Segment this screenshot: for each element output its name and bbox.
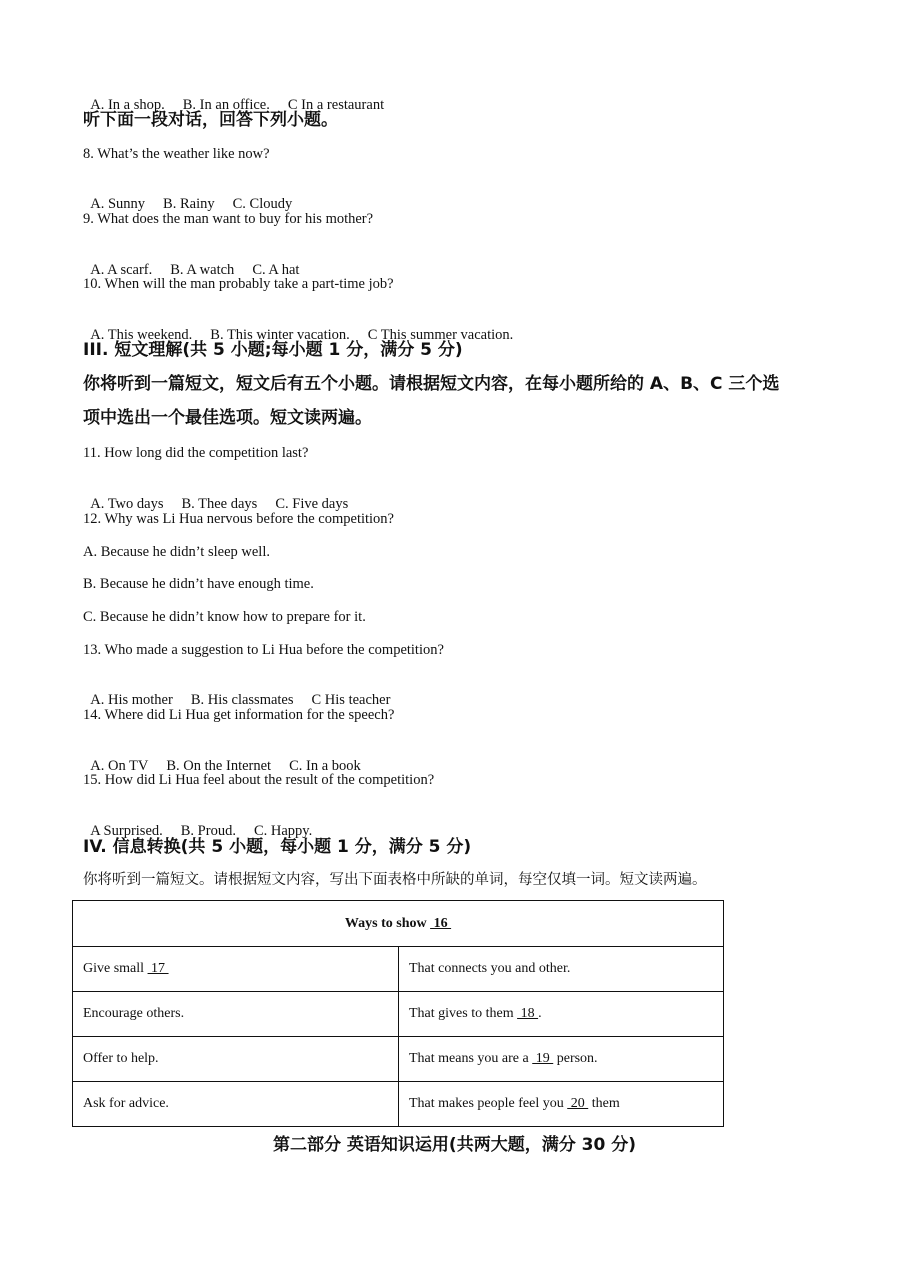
cell-text: Offer to help. [83, 1051, 159, 1066]
table-cell [73, 1082, 399, 1127]
question-stem: 12. Why was Li Hua nervous before the competition? [83, 511, 394, 527]
option: C This summer vacation. [367, 327, 514, 343]
table-row [73, 1082, 724, 1127]
option: C His teacher [311, 692, 391, 708]
option: B. This winter vacation. [210, 327, 350, 343]
question-stem: 15. How did Li Hua feel about the result of the competition? [83, 772, 435, 788]
question-options [83, 804, 330, 840]
question-options [83, 477, 366, 513]
question-stem: 10. When will the man probably take a part-time job? [83, 276, 394, 292]
option: C In a restaurant [287, 97, 385, 113]
option: A. Because he didn’t sleep well. [83, 544, 270, 560]
option: C. A hat [252, 262, 300, 278]
option: A. This weekend. [90, 327, 193, 343]
option: A Surprised. [90, 823, 163, 839]
option: B. Because he didn’t have enough time. [83, 576, 314, 592]
section4-instruction: 你将听到一篇短文。请根据短文内容，写出下面表格中所缺的单词，每空仅填一词。短文读两遍。 [83, 872, 707, 888]
question-stem: 9. What does the man want to buy for his mother? [83, 211, 374, 227]
table-cell [73, 947, 399, 992]
table-title-row [73, 901, 724, 947]
dialog-heading: 听下面一段对话，回答下列小题。 [83, 110, 338, 130]
cell-text: That connects you and other. [409, 961, 571, 976]
section4-heading: IV. 信息转换(共 5 小题，每小题 1 分，满分 5 分) [83, 837, 472, 857]
cell-text: them [588, 1096, 620, 1111]
option: A. On TV [90, 758, 149, 774]
option: B. Rainy [163, 196, 215, 212]
option: C. Because he didn’t know how to prepare for it. [83, 609, 366, 625]
table-row [73, 1037, 724, 1082]
question-stem: 14. Where did Li Hua get information for the speech? [83, 707, 395, 723]
cell-text: . [538, 1006, 542, 1021]
blank-18: 18 [517, 1006, 539, 1021]
question-options [83, 243, 317, 279]
table-cell [399, 1037, 724, 1082]
section3-instruction: 你将听到一篇短文，短文后有五个小题。请根据短文内容，在每小题所给的 A、B、C 三个选 [83, 374, 780, 394]
table-cell [73, 1037, 399, 1082]
section3-heading: III. 短文理解(共 5 小题;每小题 1 分，满分 5 分) [83, 340, 463, 360]
table-cell [399, 1082, 724, 1127]
option: C. Happy. [253, 823, 313, 839]
option: B. His classmates [190, 692, 294, 708]
blank-16: 16 [430, 915, 452, 931]
cell-text: Encourage others. [83, 1006, 185, 1021]
option: A. Two days [90, 496, 164, 512]
question-options [83, 673, 408, 709]
table-cell [399, 992, 724, 1037]
cell-text: That makes people feel you [409, 1096, 568, 1111]
table-row [73, 947, 724, 992]
option: B. Thee days [181, 496, 258, 512]
question-stem: 13. Who made a suggestion to Li Hua before the competition? [83, 642, 444, 658]
blank-17: 17 [147, 961, 169, 976]
table-cell [73, 992, 399, 1037]
info-table [72, 900, 724, 1127]
table-title [73, 901, 724, 947]
section3-instruction: 项中选出一个最佳选项。短文读两遍。 [83, 408, 372, 428]
cell-text: That means you are a [409, 1051, 533, 1066]
question-stem: 11. How long did the competition last? [83, 445, 309, 461]
option: C. In a book [289, 758, 361, 774]
option: B. Proud. [180, 823, 236, 839]
cell-text: Give small [83, 961, 148, 976]
cell-text: Ask for advice. [83, 1096, 169, 1111]
option: B. In an office. [182, 97, 270, 113]
option: C. Five days [275, 496, 349, 512]
cell-text: That gives to them [409, 1006, 518, 1021]
cell-text: person. [553, 1051, 598, 1066]
table-cell [399, 947, 724, 992]
option: A. Sunny [90, 196, 146, 212]
option: B. On the Internet [166, 758, 272, 774]
option: A. A scarf. [90, 262, 153, 278]
option: A. His mother [90, 692, 173, 708]
blank-19: 19 [532, 1051, 554, 1066]
option: A. In a shop. [90, 97, 165, 113]
part2-heading: 第二部分 英语知识运用(共两大题，满分 30 分) [273, 1135, 636, 1155]
option: B. A watch [170, 262, 235, 278]
table-title-text: Ways to show [344, 915, 431, 931]
question-stem: 8. What’s the weather like now? [83, 146, 270, 162]
option: C. Cloudy [232, 196, 293, 212]
question-options [83, 739, 379, 775]
question-options [83, 177, 310, 213]
blank-20: 20 [567, 1096, 589, 1111]
table-row [73, 992, 724, 1037]
